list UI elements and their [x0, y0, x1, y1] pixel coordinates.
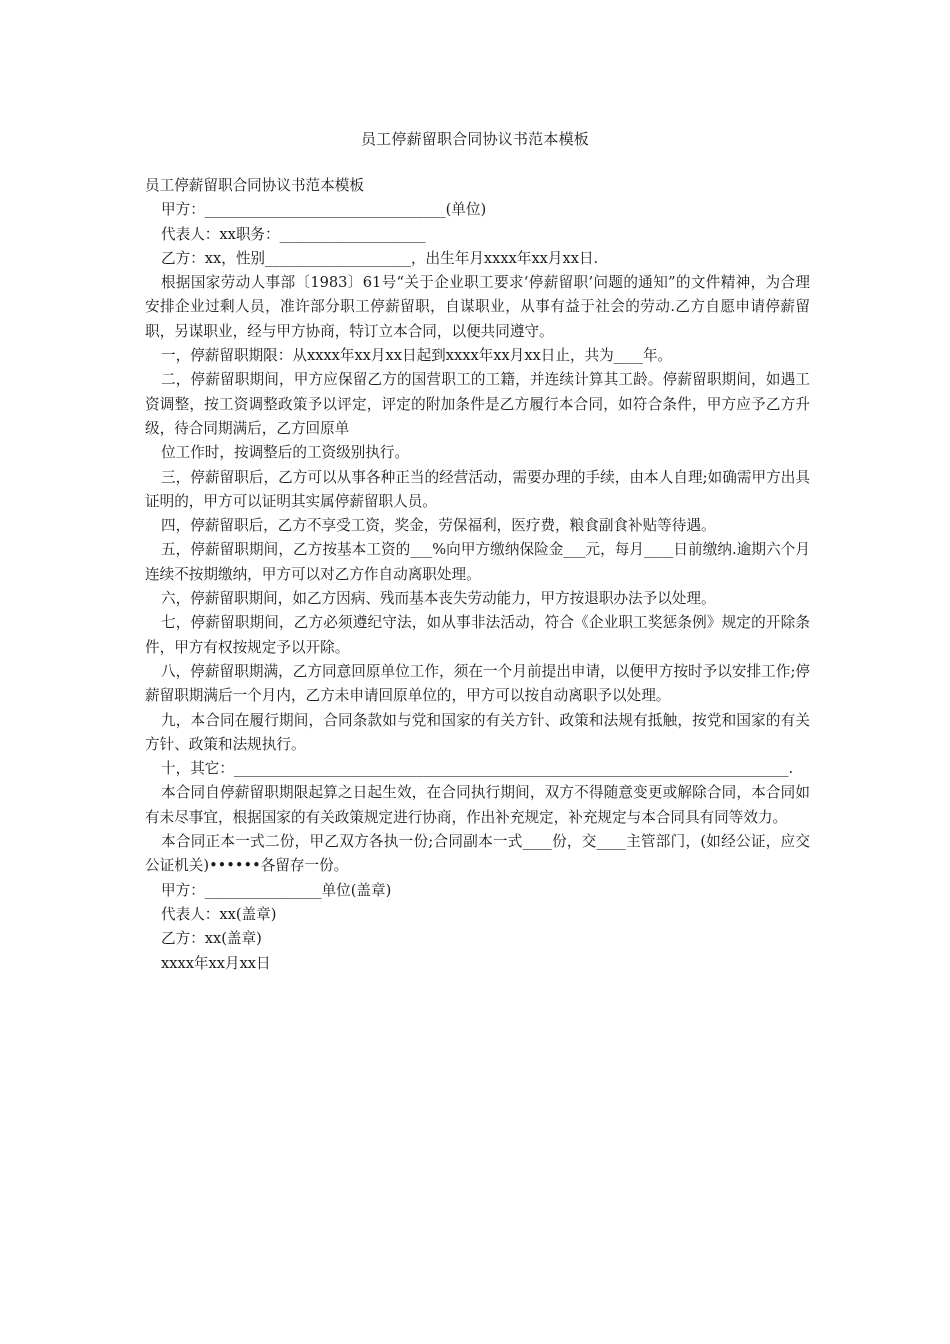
document-title: 员工停薪留职合同协议书范本模板 — [360, 130, 589, 148]
clause-2: 二，停薪留职期间，甲方应保留乙方的国营职工的工籍，并连续计算其工龄。停薪留职期间，如遇工资调整，按工资调整政策予以评定，评定的附加条件是乙方履行本合同，如符合条件，甲方应予乙方升级，待合同期满后，乙方回原单 — [145, 371, 810, 437]
representative-signature: 代表人：xx(盖章) — [161, 905, 277, 923]
party-b-line: 乙方：xx，性别____________________，出生年月xxxx年xx月xx日. — [161, 249, 599, 267]
clause-3: 三，停薪留职后，乙方可以从事各种正当的经营活动，需要办理的手续，由本人自理;如确需甲方出具证明的，甲方可以证明其实属停薪留职人员。 — [145, 468, 810, 510]
preamble-paragraph: 根据国家劳动人事部〔1983〕61号“关于企业职工要求‘停薪留职’问题的通知”的文件精神，为合理安排企业过剩人员，准许部分职工停薪留职，自谋职业，从事有益于社会的劳动.乙方自愿申请停薪留职，另谋职业，经与甲方协商，特订立本合同，以便共同遵守。 — [145, 274, 810, 340]
document-body — [145, 174, 810, 976]
clause-9: 九，本合同在履行期间，合同条款如与党和国家的有关方针、政策和法规有抵触，按党和国家的有关方针、政策和法规执行。 — [145, 711, 810, 753]
party-a-signature: 甲方：________________单位(盖章) — [161, 881, 392, 899]
subtitle-line: 员工停薪留职合同协议书范本模板 — [145, 177, 364, 194]
copies-paragraph: 本合同正本一式二份，甲乙双方各执一份;合同副本一式____份，交____主管部门，(如经公证，应交公证机关)••••••各留存一份。 — [145, 833, 810, 875]
clause-5: 五，停薪留职期间，乙方按基本工资的___%向甲方缴纳保险金___元，每月____日前缴纳.逾期六个月连续不按期缴纳，甲方可以对乙方作自动离职处理。 — [145, 541, 810, 583]
clause-2-continued: 位工作时，按调整后的工资级别执行。 — [161, 444, 410, 462]
signature-date: xxxx年xx月xx日 — [161, 954, 271, 972]
party-a-line: 甲方：_________________________________(单位) — [161, 201, 487, 219]
party-b-signature: 乙方：xx(盖章) — [161, 930, 262, 948]
clause-7: 七，停薪留职期间，乙方必须遵纪守法，如从事非法活动，符合《企业职工奖惩条例》规定的开除条件，甲方有权按规定予以开除。 — [145, 614, 810, 656]
clause-8: 八，停薪留职期满，乙方同意回原单位工作，须在一个月前提出申请，以便甲方按时予以安排工作;停薪留职期满后一个月内，乙方未申请回原单位的，甲方可以按自动离职予以处理。 — [145, 662, 810, 705]
clause-10: 十，其它：____________________________________________________________________________. — [161, 760, 794, 778]
representative-line: 代表人：xx职务：____________________ — [161, 225, 426, 243]
clause-6: 六，停薪留职期间，如乙方因病、残而基本丧失劳动能力，甲方按退职办法予以处理。 — [161, 590, 716, 608]
effectiveness-paragraph: 本合同自停薪留职期限起算之日起生效，在合同执行期间，双方不得随意变更或解除合同，本合同如有未尽事宜，根据国家的有关政策规定进行协商，作出补充规定，补充规定与本合同具有同等效力。 — [145, 784, 810, 826]
clause-1: 一，停薪留职期限：从xxxx年xx月xx日起到xxxx年xx月xx日止，共为____年。 — [161, 347, 673, 365]
clause-4: 四，停薪留职后，乙方不享受工资，奖金，劳保福利，医疗费，粮食副食补贴等待遇。 — [161, 517, 716, 535]
